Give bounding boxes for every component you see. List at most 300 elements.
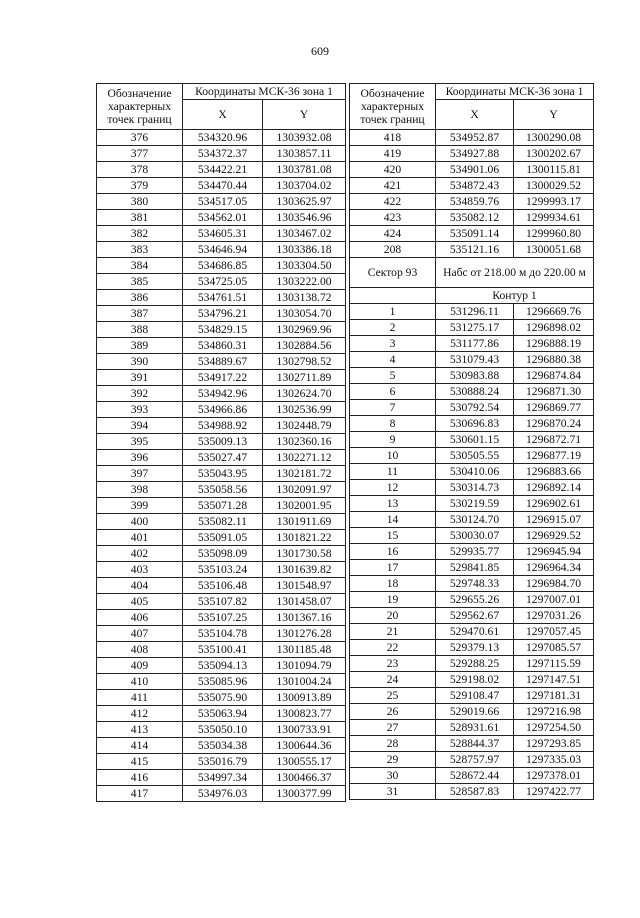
x-header: X <box>436 100 514 130</box>
table-row <box>97 530 346 546</box>
y-value: 1297115.59 <box>514 656 594 672</box>
table-row <box>97 418 346 434</box>
table-row <box>350 576 594 592</box>
x-value: 534646.94 <box>183 242 263 258</box>
y-value: 1296874.84 <box>514 368 594 384</box>
table-row <box>97 290 346 306</box>
point-number: 394 <box>97 418 183 434</box>
table-row <box>350 226 594 242</box>
x-value: 530314.73 <box>436 480 514 496</box>
x-value: 529470.61 <box>436 624 514 640</box>
table-row <box>97 130 346 146</box>
x-value: 534470.44 <box>183 178 263 194</box>
right-table-body-top <box>350 130 594 258</box>
x-value: 534988.92 <box>183 418 263 434</box>
table-row <box>97 754 346 770</box>
point-number: 2 <box>350 320 436 336</box>
point-number: 419 <box>350 146 436 162</box>
table-row <box>97 146 346 162</box>
point-number: 31 <box>350 784 436 800</box>
table-row <box>97 722 346 738</box>
x-value: 531296.11 <box>436 304 514 320</box>
x-value: 530410.06 <box>436 464 514 480</box>
y-value: 1300051.68 <box>514 242 594 258</box>
x-value: 530124.70 <box>436 512 514 528</box>
table-row <box>350 384 594 400</box>
point-number: 416 <box>97 770 183 786</box>
x-value: 534725.05 <box>183 274 263 290</box>
x-value: 535121.16 <box>436 242 514 258</box>
contour-label: Контур 1 <box>436 288 594 304</box>
table-row <box>97 434 346 450</box>
x-value: 529562.67 <box>436 608 514 624</box>
x-value: 534997.34 <box>183 770 263 786</box>
y-value: 1303467.02 <box>263 226 346 242</box>
table-row <box>350 320 594 336</box>
table-row <box>350 704 594 720</box>
table-row <box>97 674 346 690</box>
point-number: 417 <box>97 786 183 802</box>
x-value: 534927.88 <box>436 146 514 162</box>
table-row <box>350 242 594 258</box>
table-row <box>350 560 594 576</box>
point-number: 400 <box>97 514 183 530</box>
x-value: 531079.43 <box>436 352 514 368</box>
y-value: 1303222.00 <box>263 274 346 290</box>
point-number: 18 <box>350 576 436 592</box>
y-value: 1300555.17 <box>263 754 346 770</box>
y-value: 1302969.96 <box>263 322 346 338</box>
table-row <box>97 322 346 338</box>
x-value: 534562.01 <box>183 210 263 226</box>
y-value: 1301094.79 <box>263 658 346 674</box>
x-value: 535063.94 <box>183 706 263 722</box>
point-number: 17 <box>350 560 436 576</box>
point-number: 3 <box>350 336 436 352</box>
coords-header: Координаты МСК-36 зона 1 <box>183 84 346 100</box>
y-value: 1296915.07 <box>514 512 594 528</box>
table-row <box>97 786 346 802</box>
point-number: 7 <box>350 400 436 416</box>
y-value: 1296945.94 <box>514 544 594 560</box>
table-row <box>350 178 594 194</box>
x-value: 530219.59 <box>436 496 514 512</box>
point-number: 418 <box>350 130 436 146</box>
y-value: 1302448.79 <box>263 418 346 434</box>
point-number: 391 <box>97 370 183 386</box>
x-value: 529198.02 <box>436 672 514 688</box>
point-number: 420 <box>350 162 436 178</box>
x-value: 535091.14 <box>436 226 514 242</box>
y-value: 1303781.08 <box>263 162 346 178</box>
point-number: 384 <box>97 258 183 274</box>
y-value: 1297254.50 <box>514 720 594 736</box>
x-value: 535104.78 <box>183 626 263 642</box>
x-value: 534686.85 <box>183 258 263 274</box>
point-number: 423 <box>350 210 436 226</box>
table-row <box>97 226 346 242</box>
y-value: 1297293.85 <box>514 736 594 752</box>
point-number: 389 <box>97 338 183 354</box>
x-value: 535058.56 <box>183 482 263 498</box>
y-header: Y <box>263 100 346 130</box>
x-value: 535100.41 <box>183 642 263 658</box>
point-number: 21 <box>350 624 436 640</box>
point-number: 381 <box>97 210 183 226</box>
x-value: 534860.31 <box>183 338 263 354</box>
y-value: 1299960.80 <box>514 226 594 242</box>
table-row <box>97 162 346 178</box>
y-value: 1300823.77 <box>263 706 346 722</box>
point-number: 403 <box>97 562 183 578</box>
x-value: 535091.05 <box>183 530 263 546</box>
y-value: 1299934.61 <box>514 210 594 226</box>
y-value: 1300644.36 <box>263 738 346 754</box>
y-value: 1302091.97 <box>263 482 346 498</box>
y-value: 1301548.97 <box>263 578 346 594</box>
point-number: 422 <box>350 194 436 210</box>
y-value: 1302360.16 <box>263 434 346 450</box>
x-value: 535075.90 <box>183 690 263 706</box>
coordinates-table-left <box>96 83 346 802</box>
table-row <box>97 402 346 418</box>
y-value: 1302001.95 <box>263 498 346 514</box>
y-value: 1303546.96 <box>263 210 346 226</box>
x-value: 534605.31 <box>183 226 263 242</box>
x-value: 529935.77 <box>436 544 514 560</box>
point-number: 385 <box>97 274 183 290</box>
designation-header: Обозначение характерных точек границ <box>97 84 183 130</box>
table-row <box>350 784 594 800</box>
y-value: 1301911.69 <box>263 514 346 530</box>
point-number: 415 <box>97 754 183 770</box>
y-value: 1300466.37 <box>263 770 346 786</box>
table-row <box>97 770 346 786</box>
point-number: 382 <box>97 226 183 242</box>
point-number: 383 <box>97 242 183 258</box>
y-value: 1297007.01 <box>514 592 594 608</box>
point-number: 5 <box>350 368 436 384</box>
point-number: 393 <box>97 402 183 418</box>
y-value: 1297057.45 <box>514 624 594 640</box>
point-number: 405 <box>97 594 183 610</box>
y-value: 1296883.66 <box>514 464 594 480</box>
table-row <box>350 544 594 560</box>
y-value: 1301458.07 <box>263 594 346 610</box>
x-value: 534889.67 <box>183 354 263 370</box>
table-row <box>350 448 594 464</box>
y-value: 1302798.52 <box>263 354 346 370</box>
x-value: 535050.10 <box>183 722 263 738</box>
table-row <box>350 210 594 226</box>
y-value: 1300202.67 <box>514 146 594 162</box>
y-value: 1296871.30 <box>514 384 594 400</box>
table-row <box>97 658 346 674</box>
y-value: 1303625.97 <box>263 194 346 210</box>
x-value: 535009.13 <box>183 434 263 450</box>
point-number: 6 <box>350 384 436 400</box>
table-row <box>97 498 346 514</box>
y-value: 1303857.11 <box>263 146 346 162</box>
x-value: 528587.83 <box>436 784 514 800</box>
y-value: 1297378.01 <box>514 768 594 784</box>
point-number: 208 <box>350 242 436 258</box>
x-value: 534796.21 <box>183 306 263 322</box>
point-number: 388 <box>97 322 183 338</box>
sector-block <box>350 258 594 304</box>
point-number: 404 <box>97 578 183 594</box>
point-number: 406 <box>97 610 183 626</box>
point-number: 386 <box>97 290 183 306</box>
point-number: 409 <box>97 658 183 674</box>
x-value: 530888.24 <box>436 384 514 400</box>
x-value: 534320.96 <box>183 130 263 146</box>
point-number: 25 <box>350 688 436 704</box>
table-row <box>97 178 346 194</box>
point-number: 408 <box>97 642 183 658</box>
x-value: 534517.05 <box>183 194 263 210</box>
point-number: 11 <box>350 464 436 480</box>
table-row <box>97 594 346 610</box>
x-value: 534966.86 <box>183 402 263 418</box>
x-value: 535016.79 <box>183 754 263 770</box>
y-value: 1300733.91 <box>263 722 346 738</box>
table-row <box>350 624 594 640</box>
y-header: Y <box>514 100 594 130</box>
x-value: 534372.37 <box>183 146 263 162</box>
x-value: 529019.66 <box>436 704 514 720</box>
point-number: 26 <box>350 704 436 720</box>
designation-header: Обозначение характерных точек границ <box>350 84 436 130</box>
x-value: 534917.22 <box>183 370 263 386</box>
table-row <box>97 386 346 402</box>
point-number: 4 <box>350 352 436 368</box>
point-number: 9 <box>350 432 436 448</box>
y-value: 1303304.50 <box>263 258 346 274</box>
y-value: 1296870.24 <box>514 416 594 432</box>
left-table-body <box>97 130 346 802</box>
point-number: 421 <box>350 178 436 194</box>
table-row <box>350 656 594 672</box>
table-row <box>97 338 346 354</box>
coordinates-table-right <box>349 83 594 800</box>
point-number: 397 <box>97 466 183 482</box>
table-row <box>97 738 346 754</box>
point-number: 407 <box>97 626 183 642</box>
y-value: 1296880.38 <box>514 352 594 368</box>
table-row <box>350 608 594 624</box>
point-number: 8 <box>350 416 436 432</box>
table-row <box>350 400 594 416</box>
y-value: 1302181.72 <box>263 466 346 482</box>
y-value: 1300913.89 <box>263 690 346 706</box>
coords-header: Координаты МСК-36 зона 1 <box>436 84 594 100</box>
x-value: 535098.09 <box>183 546 263 562</box>
table-row <box>350 146 594 162</box>
point-number: 13 <box>350 496 436 512</box>
y-value: 1296872.71 <box>514 432 594 448</box>
x-value: 535106.48 <box>183 578 263 594</box>
x-value: 535107.82 <box>183 594 263 610</box>
point-number: 24 <box>350 672 436 688</box>
table-row <box>350 752 594 768</box>
point-number: 399 <box>97 498 183 514</box>
x-value: 535043.95 <box>183 466 263 482</box>
y-value: 1297085.57 <box>514 640 594 656</box>
table-row <box>350 720 594 736</box>
point-number: 376 <box>97 130 183 146</box>
y-value: 1296892.14 <box>514 480 594 496</box>
y-value: 1296877.19 <box>514 448 594 464</box>
point-number: 19 <box>350 592 436 608</box>
x-value: 529841.85 <box>436 560 514 576</box>
y-value: 1301821.22 <box>263 530 346 546</box>
x-value: 535085.96 <box>183 674 263 690</box>
x-value: 535082.11 <box>183 514 263 530</box>
y-value: 1301004.24 <box>263 674 346 690</box>
x-value: 534976.03 <box>183 786 263 802</box>
x-value: 534872.43 <box>436 178 514 194</box>
y-value: 1301639.82 <box>263 562 346 578</box>
x-value: 535107.25 <box>183 610 263 626</box>
x-value: 529108.47 <box>436 688 514 704</box>
table-row <box>97 306 346 322</box>
point-number: 412 <box>97 706 183 722</box>
point-number: 28 <box>350 736 436 752</box>
y-value: 1301276.28 <box>263 626 346 642</box>
point-number: 414 <box>97 738 183 754</box>
x-value: 530983.88 <box>436 368 514 384</box>
x-value: 530030.07 <box>436 528 514 544</box>
y-value: 1296898.02 <box>514 320 594 336</box>
table-row <box>97 690 346 706</box>
x-value: 534829.15 <box>183 322 263 338</box>
x-value: 535094.13 <box>183 658 263 674</box>
point-number: 10 <box>350 448 436 464</box>
table-row <box>350 352 594 368</box>
table-row <box>350 464 594 480</box>
x-value: 528931.61 <box>436 720 514 736</box>
point-number: 23 <box>350 656 436 672</box>
x-value: 530792.54 <box>436 400 514 416</box>
table-row <box>97 450 346 466</box>
point-number: 15 <box>350 528 436 544</box>
table-row <box>97 706 346 722</box>
point-number: 424 <box>350 226 436 242</box>
y-value: 1296929.52 <box>514 528 594 544</box>
y-value: 1301185.48 <box>263 642 346 658</box>
point-number: 30 <box>350 768 436 784</box>
point-number: 395 <box>97 434 183 450</box>
y-value: 1297216.98 <box>514 704 594 720</box>
table-row <box>97 482 346 498</box>
x-value: 535103.24 <box>183 562 263 578</box>
x-header: X <box>183 100 263 130</box>
table-row <box>350 130 594 146</box>
y-value: 1301730.58 <box>263 546 346 562</box>
y-value: 1300290.08 <box>514 130 594 146</box>
table-row <box>350 432 594 448</box>
point-number: 27 <box>350 720 436 736</box>
y-value: 1296669.76 <box>514 304 594 320</box>
point-number: 29 <box>350 752 436 768</box>
x-value: 535027.47 <box>183 450 263 466</box>
x-value: 534901.06 <box>436 162 514 178</box>
point-number: 14 <box>350 512 436 528</box>
table-row <box>350 736 594 752</box>
y-value: 1302536.99 <box>263 402 346 418</box>
table-row <box>350 512 594 528</box>
y-value: 1296902.61 <box>514 496 594 512</box>
table-row <box>97 258 346 274</box>
y-value: 1302884.56 <box>263 338 346 354</box>
table-row <box>97 562 346 578</box>
y-value: 1300115.81 <box>514 162 594 178</box>
sector-name: Сектор 93 <box>350 258 436 288</box>
y-value: 1303704.02 <box>263 178 346 194</box>
table-row <box>97 194 346 210</box>
x-value: 529655.26 <box>436 592 514 608</box>
y-value: 1303054.70 <box>263 306 346 322</box>
table-row <box>350 528 594 544</box>
point-number: 1 <box>350 304 436 320</box>
x-value: 531275.17 <box>436 320 514 336</box>
table-row <box>97 354 346 370</box>
y-value: 1296888.19 <box>514 336 594 352</box>
point-number: 402 <box>97 546 183 562</box>
y-value: 1297335.03 <box>514 752 594 768</box>
point-number: 413 <box>97 722 183 738</box>
y-value: 1297147.51 <box>514 672 594 688</box>
table-row <box>97 546 346 562</box>
x-value: 534942.96 <box>183 386 263 402</box>
x-value: 535034.38 <box>183 738 263 754</box>
y-value: 1296869.77 <box>514 400 594 416</box>
right-table-body-bottom <box>350 304 594 800</box>
table-row <box>350 688 594 704</box>
x-value: 534761.51 <box>183 290 263 306</box>
x-value: 528757.97 <box>436 752 514 768</box>
y-value: 1296984.70 <box>514 576 594 592</box>
table-row <box>350 768 594 784</box>
x-value: 529288.25 <box>436 656 514 672</box>
y-value: 1302711.89 <box>263 370 346 386</box>
x-value: 530601.15 <box>436 432 514 448</box>
table-row <box>97 514 346 530</box>
x-value: 534952.87 <box>436 130 514 146</box>
table-row <box>97 210 346 226</box>
table-row <box>350 640 594 656</box>
table-row <box>350 496 594 512</box>
point-number: 411 <box>97 690 183 706</box>
point-number: 379 <box>97 178 183 194</box>
table-row <box>350 336 594 352</box>
point-number: 387 <box>97 306 183 322</box>
y-value: 1297422.77 <box>514 784 594 800</box>
point-number: 392 <box>97 386 183 402</box>
table-row <box>350 480 594 496</box>
page-number: 609 <box>311 44 329 58</box>
x-value: 534422.21 <box>183 162 263 178</box>
point-number: 22 <box>350 640 436 656</box>
y-value: 1301367.16 <box>263 610 346 626</box>
table-row <box>350 194 594 210</box>
y-value: 1296964.34 <box>514 560 594 576</box>
table-row <box>97 642 346 658</box>
table-row <box>350 162 594 178</box>
table-row <box>97 370 346 386</box>
table-row <box>97 610 346 626</box>
